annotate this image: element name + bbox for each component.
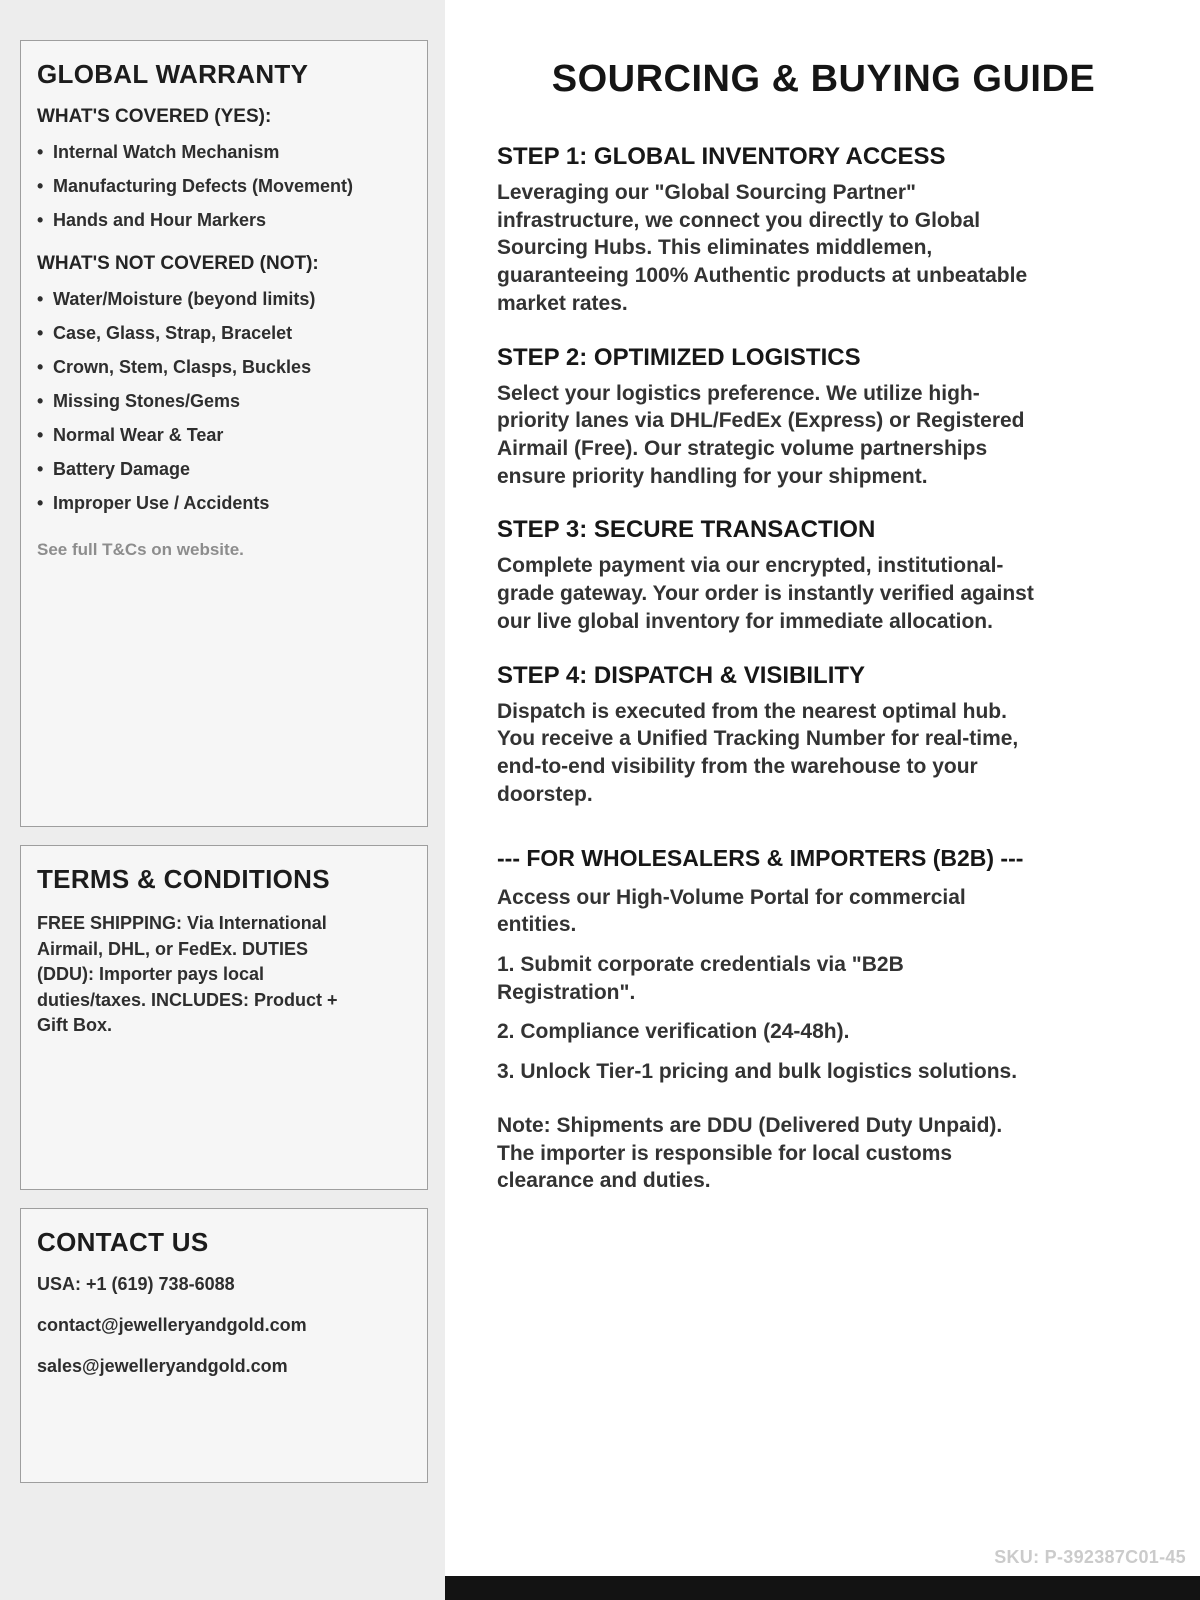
not-covered-item: • Battery Damage	[37, 459, 405, 480]
step-4-heading: STEP 4: DISPATCH & VISIBILITY	[497, 661, 866, 689]
covered-list	[37, 142, 405, 231]
b2b-note: Note: Shipments are DDU (Delivered Duty Unpaid). The importer is responsible for local customs clearance and duties.	[497, 1113, 1003, 1193]
contact-email-primary: contact@jewelleryandgold.com	[37, 1315, 307, 1335]
contact-phone: USA: +1 (619) 738-6088	[37, 1274, 235, 1294]
contact-title: CONTACT US	[37, 1227, 209, 1257]
step-4-section	[497, 662, 1057, 809]
step-2-body: Select your logistics preference. We utilize high-priority lanes via DHL/FedEx (Express) or Registered Airmail (Free). Our strategic volume partnerships ensure priority handling for your shipment.	[497, 381, 1025, 488]
not-covered-item: • Missing Stones/Gems	[37, 391, 405, 412]
b2b-heading: --- FOR WHOLESALERS & IMPORTERS (B2B) ---	[497, 844, 1024, 871]
not-covered-item: • Water/Moisture (beyond limits)	[37, 289, 405, 310]
step-1-body: Leveraging our "Global Sourcing Partner" infrastructure, we connect you directly to Global Sourcing Hubs. This eliminates middlemen, guaranteeing 100% Authentic products at unbeatable market rates.	[497, 181, 1028, 315]
covered-heading: WHAT'S COVERED (YES):	[37, 106, 272, 127]
step-1-heading: STEP 1: GLOBAL INVENTORY ACCESS	[497, 143, 946, 170]
b2b-step-3: 3. Unlock Tier-1 pricing and bulk logistics solutions.	[497, 1060, 1018, 1084]
step-3-heading: STEP 3: SECURE TRANSACTION	[497, 516, 876, 544]
step-3-section	[497, 516, 1057, 635]
page-title: SOURCING & BUYING GUIDE	[551, 58, 1096, 100]
warranty-title: GLOBAL WARRANTY	[37, 59, 309, 89]
contact-us-box	[20, 1208, 428, 1483]
global-warranty-box	[20, 40, 428, 827]
step-4-body: Dispatch is executed from the nearest optimal hub. You receive a Unified Tracking Number for real-time, end-to-end visibility from the warehouse to your doorstep.	[497, 699, 1019, 806]
not-covered-item: • Normal Wear & Tear	[37, 425, 405, 446]
not-covered-item: • Improper Use / Accidents	[37, 493, 405, 514]
terms-conditions-box	[20, 845, 428, 1190]
not-covered-item: • Case, Glass, Strap, Bracelet	[37, 323, 405, 344]
step-2-section	[497, 344, 1057, 491]
contact-email-sales: sales@jewelleryandgold.com	[37, 1356, 288, 1376]
step-1-section	[497, 143, 1057, 318]
terms-body: FREE SHIPPING: Via International Airmail, DHL, or FedEx. DUTIES (DDU): Importer pays local duties/taxes. INCLUDES: Product + Gift Box.	[37, 913, 338, 1036]
b2b-step-1: 1. Submit corporate credentials via "B2B Registration".	[497, 952, 904, 1004]
bottom-bar	[445, 1576, 1200, 1600]
b2b-section	[497, 845, 1077, 1195]
not-covered-heading: WHAT'S NOT COVERED (NOT):	[37, 253, 319, 274]
sidebar	[0, 0, 445, 1600]
step-3-body: Complete payment via our encrypted, institutional-grade gateway. Your order is instantly verified against our live global inventory for immediate allocation.	[497, 554, 1034, 633]
covered-item: • Hands and Hour Markers	[37, 210, 405, 231]
b2b-intro: Access our High-Volume Portal for commercial entities.	[497, 885, 966, 937]
covered-item: • Manufacturing Defects (Movement)	[37, 176, 405, 197]
terms-title: TERMS & CONDITIONS	[37, 864, 330, 894]
warranty-footnote: See full T&Cs on website.	[37, 540, 244, 559]
not-covered-list	[37, 289, 405, 514]
step-2-heading: STEP 2: OPTIMIZED LOGISTICS	[497, 343, 861, 371]
main-content	[445, 0, 1200, 1600]
sku-label: SKU: P-392387C01-45	[994, 1547, 1186, 1567]
covered-item: • Internal Watch Mechanism	[37, 142, 405, 163]
not-covered-item: • Crown, Stem, Clasps, Buckles	[37, 357, 405, 378]
b2b-step-2: 2. Compliance verification (24-48h).	[497, 1020, 850, 1044]
